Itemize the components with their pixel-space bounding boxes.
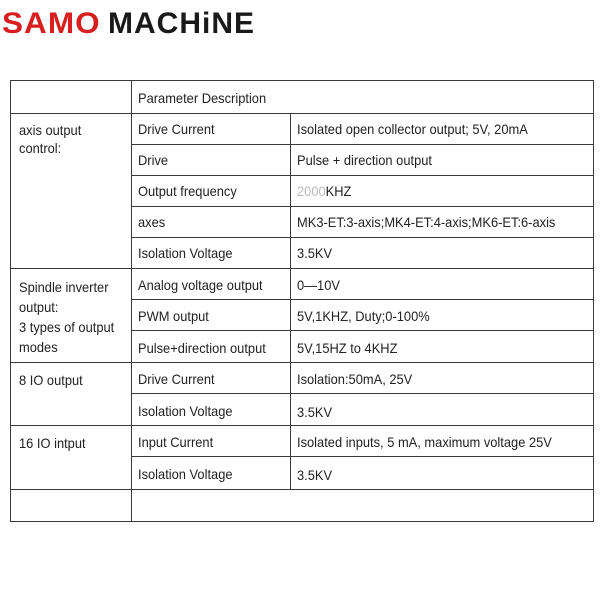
table-border-top	[10, 80, 594, 81]
param-name: Pulse+direction output	[138, 340, 266, 356]
param-value: 0—10V	[297, 277, 340, 293]
param-name: Isolation Voltage	[138, 245, 233, 261]
param-name: Isolation Voltage	[138, 403, 233, 419]
table-header: Parameter Description	[138, 90, 267, 106]
table-rule	[10, 268, 594, 269]
param-value: 3.5KV	[297, 467, 333, 483]
param-value	[297, 182, 351, 200]
param-name: Drive	[138, 152, 169, 168]
group-label-spindle	[19, 277, 114, 357]
param-value: 5V,15HZ to 4KHZ	[297, 340, 398, 356]
param-value: 5V,1KHZ, Duty;0-100%	[297, 308, 430, 324]
param-name: axes	[138, 214, 166, 230]
group-label-16-io-input: 16 IO intput	[19, 435, 86, 451]
brand-logo	[2, 4, 255, 44]
table-rule	[10, 425, 594, 426]
group-label-axis-output: axis output control:	[19, 122, 82, 156]
table-rule	[10, 489, 594, 490]
param-value: Isolated inputs, 5 mA, maximum voltage 25V	[297, 434, 552, 450]
table-rule	[131, 206, 594, 207]
param-value: MK3-ET:3-axis;MK4-ET:4-axis;MK6-ET:6-axis	[297, 214, 556, 230]
table-border-bottom	[10, 521, 594, 522]
group-label-line: output:	[19, 299, 59, 315]
table-rule	[131, 299, 594, 300]
group-label-8-io-output: 8 IO output	[19, 372, 83, 388]
param-name: Input Current	[138, 434, 214, 450]
param-value: 3.5KV	[297, 245, 333, 261]
param-name: PWM output	[138, 308, 209, 324]
table-border-left	[10, 80, 11, 522]
table-rule	[131, 456, 594, 457]
table-col-divider	[290, 113, 291, 489]
table-col-divider	[131, 80, 132, 522]
param-value: Pulse + direction output	[297, 152, 432, 168]
table-rule	[10, 113, 594, 114]
param-value: Isolation:50mA, 25V	[297, 371, 413, 387]
table-rule	[131, 175, 594, 176]
table-rule	[131, 393, 594, 394]
param-value: Isolated open collector output; 5V, 20mA	[297, 121, 528, 137]
group-label-line: modes	[19, 339, 58, 355]
table-rule	[10, 362, 594, 363]
param-value: 3.5KV	[297, 404, 333, 420]
table-rule	[131, 330, 594, 331]
spec-table	[10, 80, 594, 522]
param-name: Drive Current	[138, 121, 215, 137]
brand-logo-part2: MACHiNE	[108, 7, 255, 40]
group-label-line: 3 types of output	[19, 319, 115, 335]
table-rule	[131, 144, 594, 145]
group-label-line: Spindle inverter	[19, 279, 109, 295]
param-name: Drive Current	[138, 371, 215, 387]
table-rule	[131, 237, 594, 238]
param-name: Isolation Voltage	[138, 466, 233, 482]
param-value-faded: 2000	[297, 183, 326, 199]
param-name: Analog voltage output	[138, 277, 263, 293]
brand-logo-part1: SAMO	[2, 7, 101, 40]
table-border-right	[593, 80, 594, 522]
param-name: Output frequency	[138, 183, 237, 199]
param-value-unit: KHZ	[325, 183, 352, 199]
